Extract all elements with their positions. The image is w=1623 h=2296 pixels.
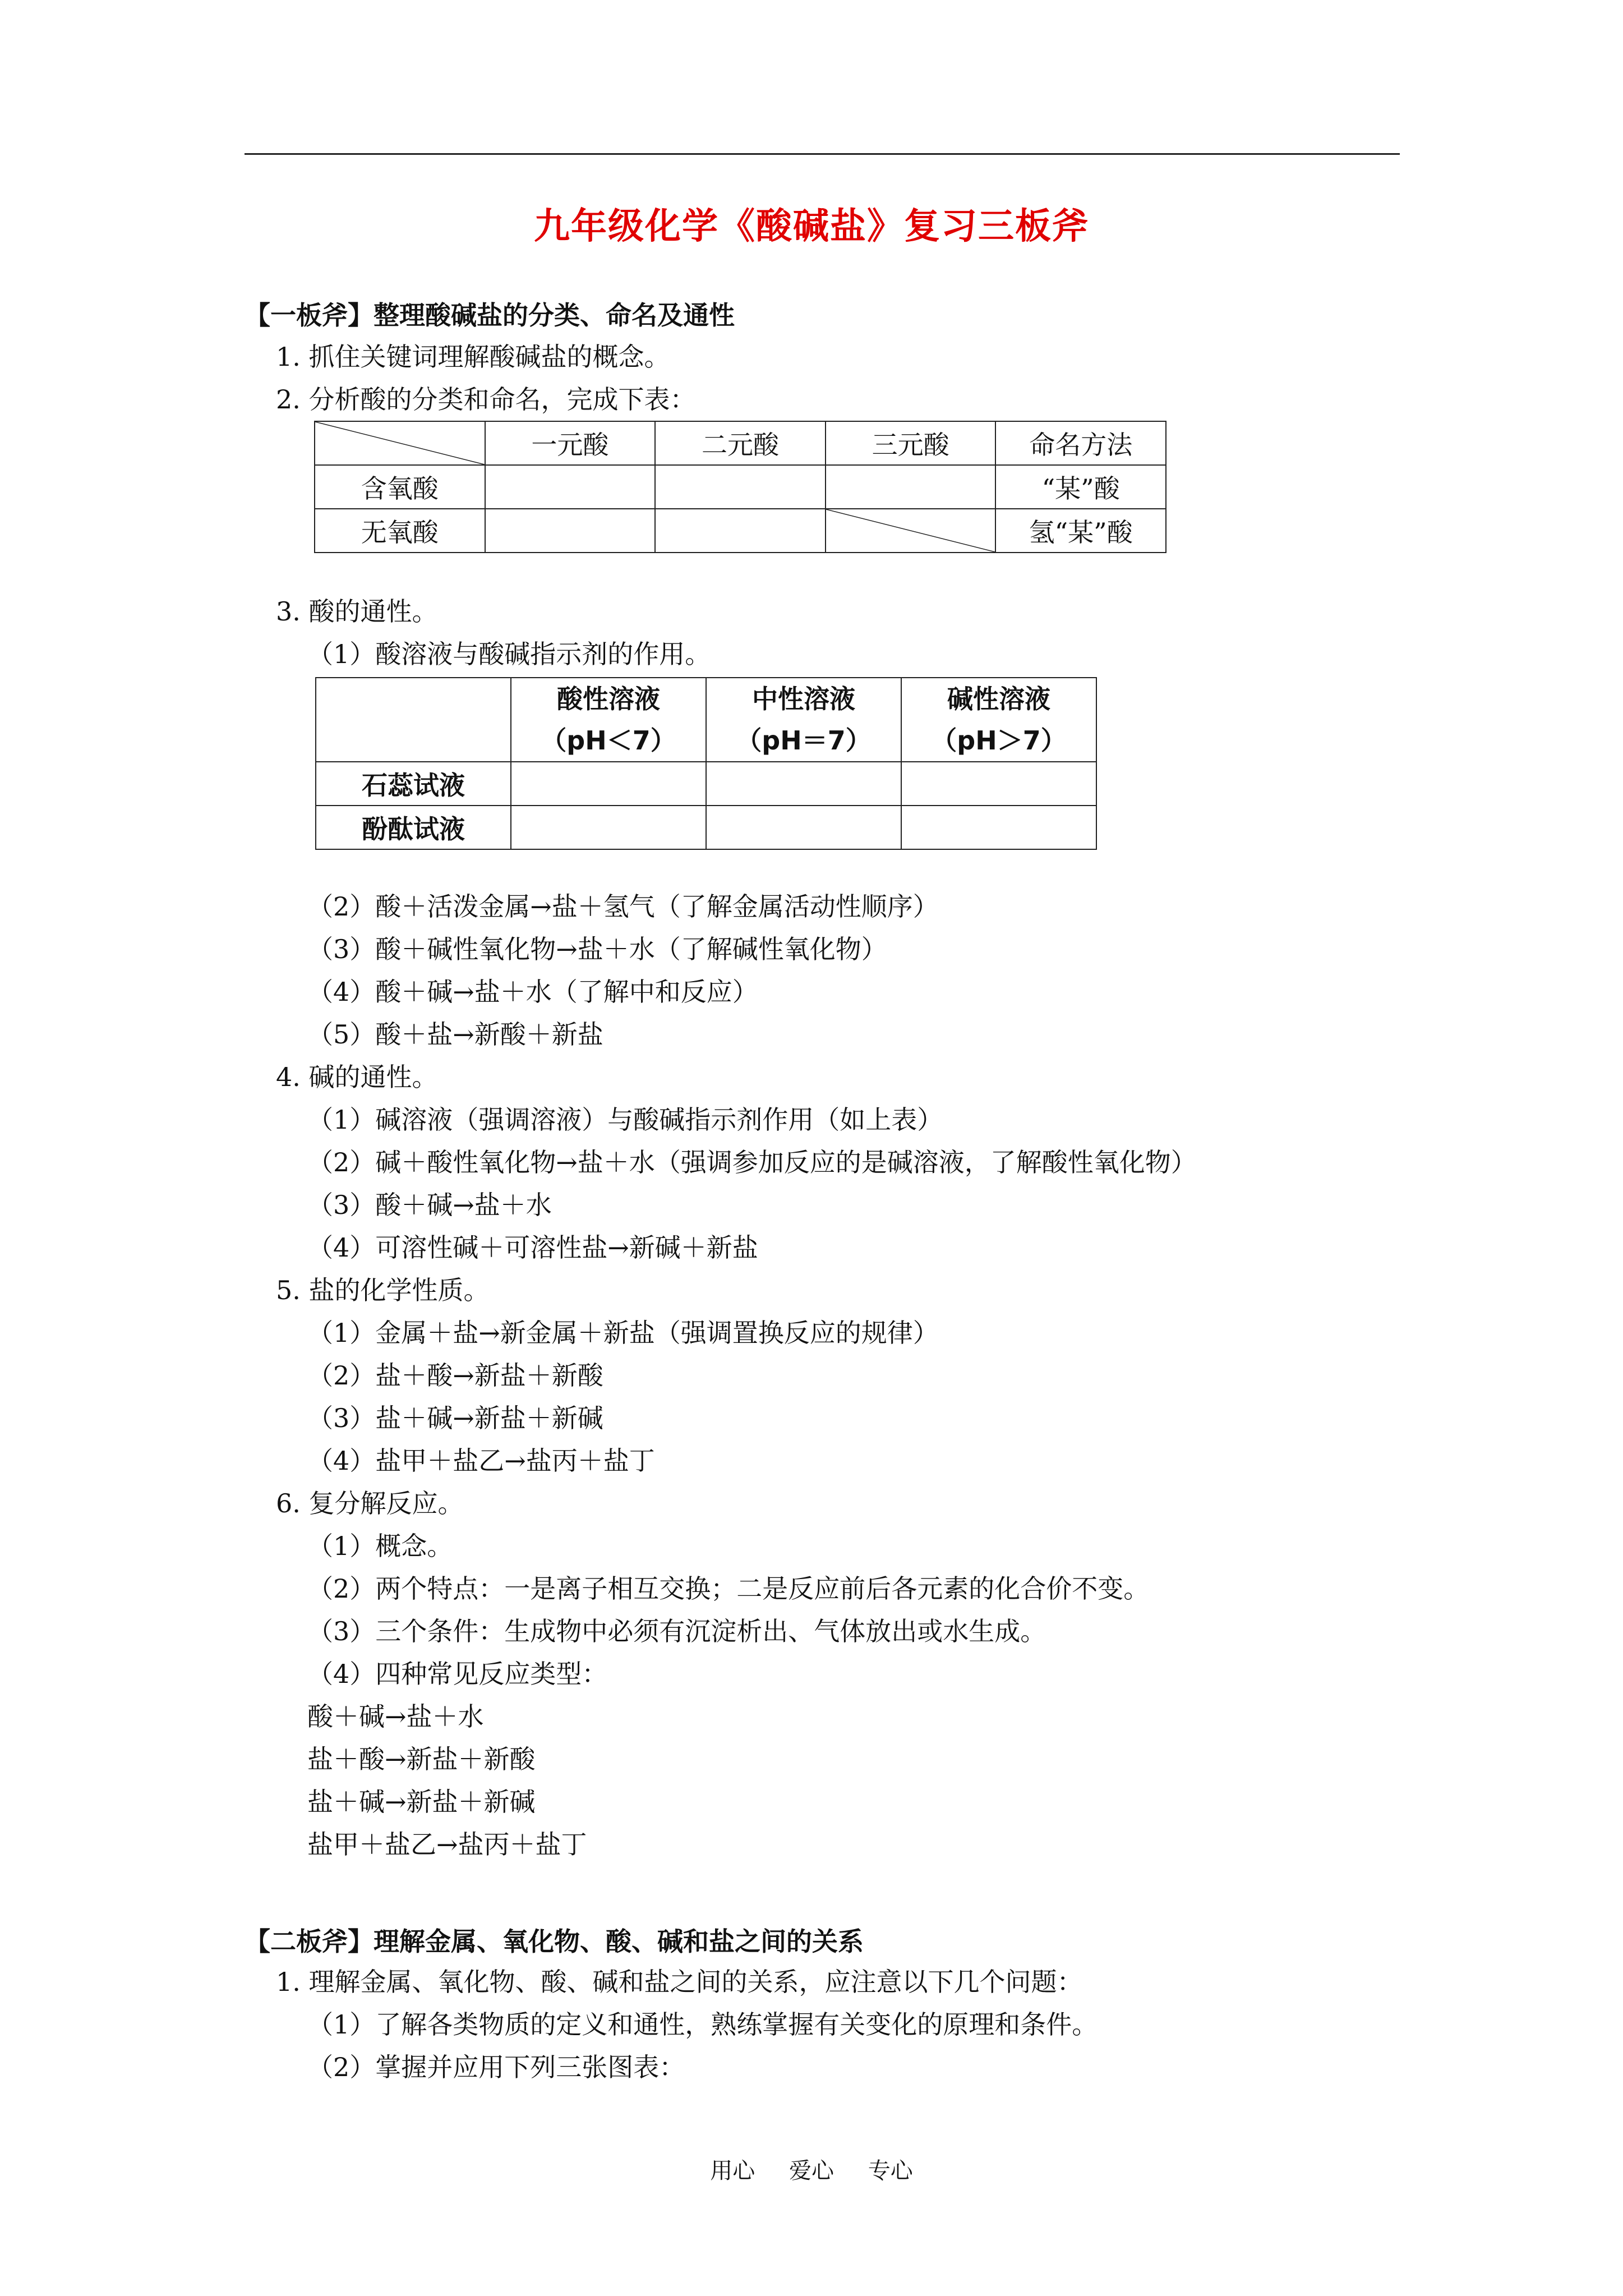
reaction-type: 盐＋碱→新盐＋新碱 bbox=[307, 1787, 536, 1817]
acid-prop: （2）酸＋活泼金属→盐＋氢气（了解金属活动性顺序） bbox=[307, 891, 939, 922]
table-cell bbox=[706, 806, 901, 849]
indicator-row-label: 石蕊试液 bbox=[316, 762, 511, 806]
reaction-type: 盐甲＋盐乙→盐丙＋盐丁 bbox=[307, 1829, 587, 1860]
naming-method-cell: 氢“某”酸 bbox=[995, 509, 1166, 553]
table-cell bbox=[485, 465, 656, 509]
acid-prop: （3）酸＋碱性氧化物→盐＋水（了解碱性氧化物） bbox=[307, 934, 887, 964]
s1-item-2: 2. 分析酸的分类和命名，完成下表： bbox=[276, 384, 696, 415]
acid-table-header: 二元酸 bbox=[655, 421, 826, 465]
table-row bbox=[315, 509, 1166, 553]
acid-row-label: 无氧酸 bbox=[315, 509, 485, 553]
indicator-table bbox=[315, 677, 1097, 850]
double-prop: （1）概念。 bbox=[307, 1531, 453, 1561]
s2-sub: （1）了解各类物质的定义和通性，熟练掌握有关变化的原理和条件。 bbox=[307, 2009, 1098, 2040]
table-cell bbox=[706, 762, 901, 806]
indicator-header-ph: （pH＝7） bbox=[736, 725, 872, 756]
table-row bbox=[316, 762, 1096, 806]
s1-item-3: 3. 酸的通性。 bbox=[276, 596, 438, 627]
indicator-header bbox=[511, 678, 706, 762]
table-row bbox=[315, 465, 1166, 509]
double-prop: （3）三个条件：生成物中必须有沉淀析出、气体放出或水生成。 bbox=[307, 1616, 1046, 1646]
page-title: 九年级化学《酸碱盐》复习三板斧 bbox=[534, 206, 1089, 247]
table-cell-crossed bbox=[826, 509, 996, 553]
naming-method-cell: “某”酸 bbox=[995, 465, 1166, 509]
footer-word: 专心 bbox=[868, 2158, 913, 2184]
table-cell bbox=[511, 806, 706, 849]
page-footer bbox=[0, 2153, 1623, 2185]
table-cell bbox=[655, 509, 826, 553]
double-prop: （4）四种常见反应类型： bbox=[307, 1659, 608, 1689]
salt-prop: （1）金属＋盐→新金属＋新盐（强调置换反应的规律） bbox=[307, 1318, 939, 1348]
table-row bbox=[316, 806, 1096, 849]
acid-table-header: 三元酸 bbox=[826, 421, 996, 465]
indicator-header-ph: （pH＜7） bbox=[541, 725, 676, 756]
acid-classification-table bbox=[314, 421, 1166, 553]
reaction-type: 酸＋碱→盐＋水 bbox=[307, 1701, 484, 1732]
salt-prop: （2）盐＋酸→新盐＋新酸 bbox=[307, 1360, 603, 1391]
acid-prop: （4）酸＋碱→盐＋水（了解中和反应） bbox=[307, 977, 758, 1007]
s1-item-5: 5. 盐的化学性质。 bbox=[276, 1275, 490, 1305]
salt-prop: （3）盐＋碱→新盐＋新碱 bbox=[307, 1403, 603, 1433]
s2-item-1: 1. 理解金属、氧化物、酸、碱和盐之间的关系，应注意以下几个问题： bbox=[276, 1967, 1083, 1997]
footer-word: 爱心 bbox=[789, 2158, 834, 2184]
table-cell bbox=[901, 762, 1096, 806]
table-cell bbox=[826, 465, 996, 509]
acid-table-corner bbox=[315, 421, 485, 465]
s1-item-3-1: （1）酸溶液与酸碱指示剂的作用。 bbox=[307, 639, 711, 669]
footer-word: 用心 bbox=[710, 2158, 755, 2184]
s2-sub: （2）掌握并应用下列三张图表： bbox=[307, 2052, 685, 2082]
acid-table-header: 命名方法 bbox=[995, 421, 1166, 465]
indicator-table-corner bbox=[316, 678, 511, 762]
double-prop: （2）两个特点：一是离子相互交换；二是反应前后各元素的化合价不变。 bbox=[307, 1573, 1150, 1604]
indicator-header-name: 碱性溶液 bbox=[947, 684, 1050, 714]
indicator-header-ph: （pH＞7） bbox=[931, 725, 1067, 756]
reaction-type: 盐＋酸→新盐＋新酸 bbox=[307, 1744, 536, 1774]
indicator-header bbox=[901, 678, 1096, 762]
s1-item-1: 1. 抓住关键词理解酸碱盐的概念。 bbox=[276, 342, 670, 372]
section-2-heading: 【二板斧】理解金属、氧化物、酸、碱和盐之间的关系 bbox=[245, 1926, 864, 1957]
indicator-row-label: 酚酞试液 bbox=[316, 806, 511, 849]
indicator-header bbox=[706, 678, 901, 762]
base-prop: （1）碱溶液（强调溶液）与酸碱指示剂作用（如上表） bbox=[307, 1105, 943, 1135]
indicator-header-name: 酸性溶液 bbox=[557, 684, 660, 714]
s1-item-4: 4. 碱的通性。 bbox=[276, 1062, 438, 1092]
table-cell bbox=[655, 465, 826, 509]
acid-row-label: 含氧酸 bbox=[315, 465, 485, 509]
indicator-header-name: 中性溶液 bbox=[752, 684, 855, 714]
table-cell bbox=[901, 806, 1096, 849]
base-prop: （2）碱＋酸性氧化物→盐＋水（强调参加反应的是碱溶液，了解酸性氧化物） bbox=[307, 1147, 1197, 1177]
acid-table-header: 一元酸 bbox=[485, 421, 656, 465]
table-cell bbox=[485, 509, 656, 553]
table-cell bbox=[511, 762, 706, 806]
salt-prop: （4）盐甲＋盐乙→盐丙＋盐丁 bbox=[307, 1446, 655, 1476]
header-rule bbox=[245, 153, 1400, 155]
acid-prop: （5）酸＋盐→新酸＋新盐 bbox=[307, 1019, 603, 1050]
s1-item-6: 6. 复分解反应。 bbox=[276, 1488, 464, 1519]
base-prop: （4）可溶性碱＋可溶性盐→新碱＋新盐 bbox=[307, 1232, 758, 1263]
base-prop: （3）酸＋碱→盐＋水 bbox=[307, 1190, 552, 1220]
section-1-heading: 【一板斧】整理酸碱盐的分类、命名及通性 bbox=[245, 300, 735, 330]
